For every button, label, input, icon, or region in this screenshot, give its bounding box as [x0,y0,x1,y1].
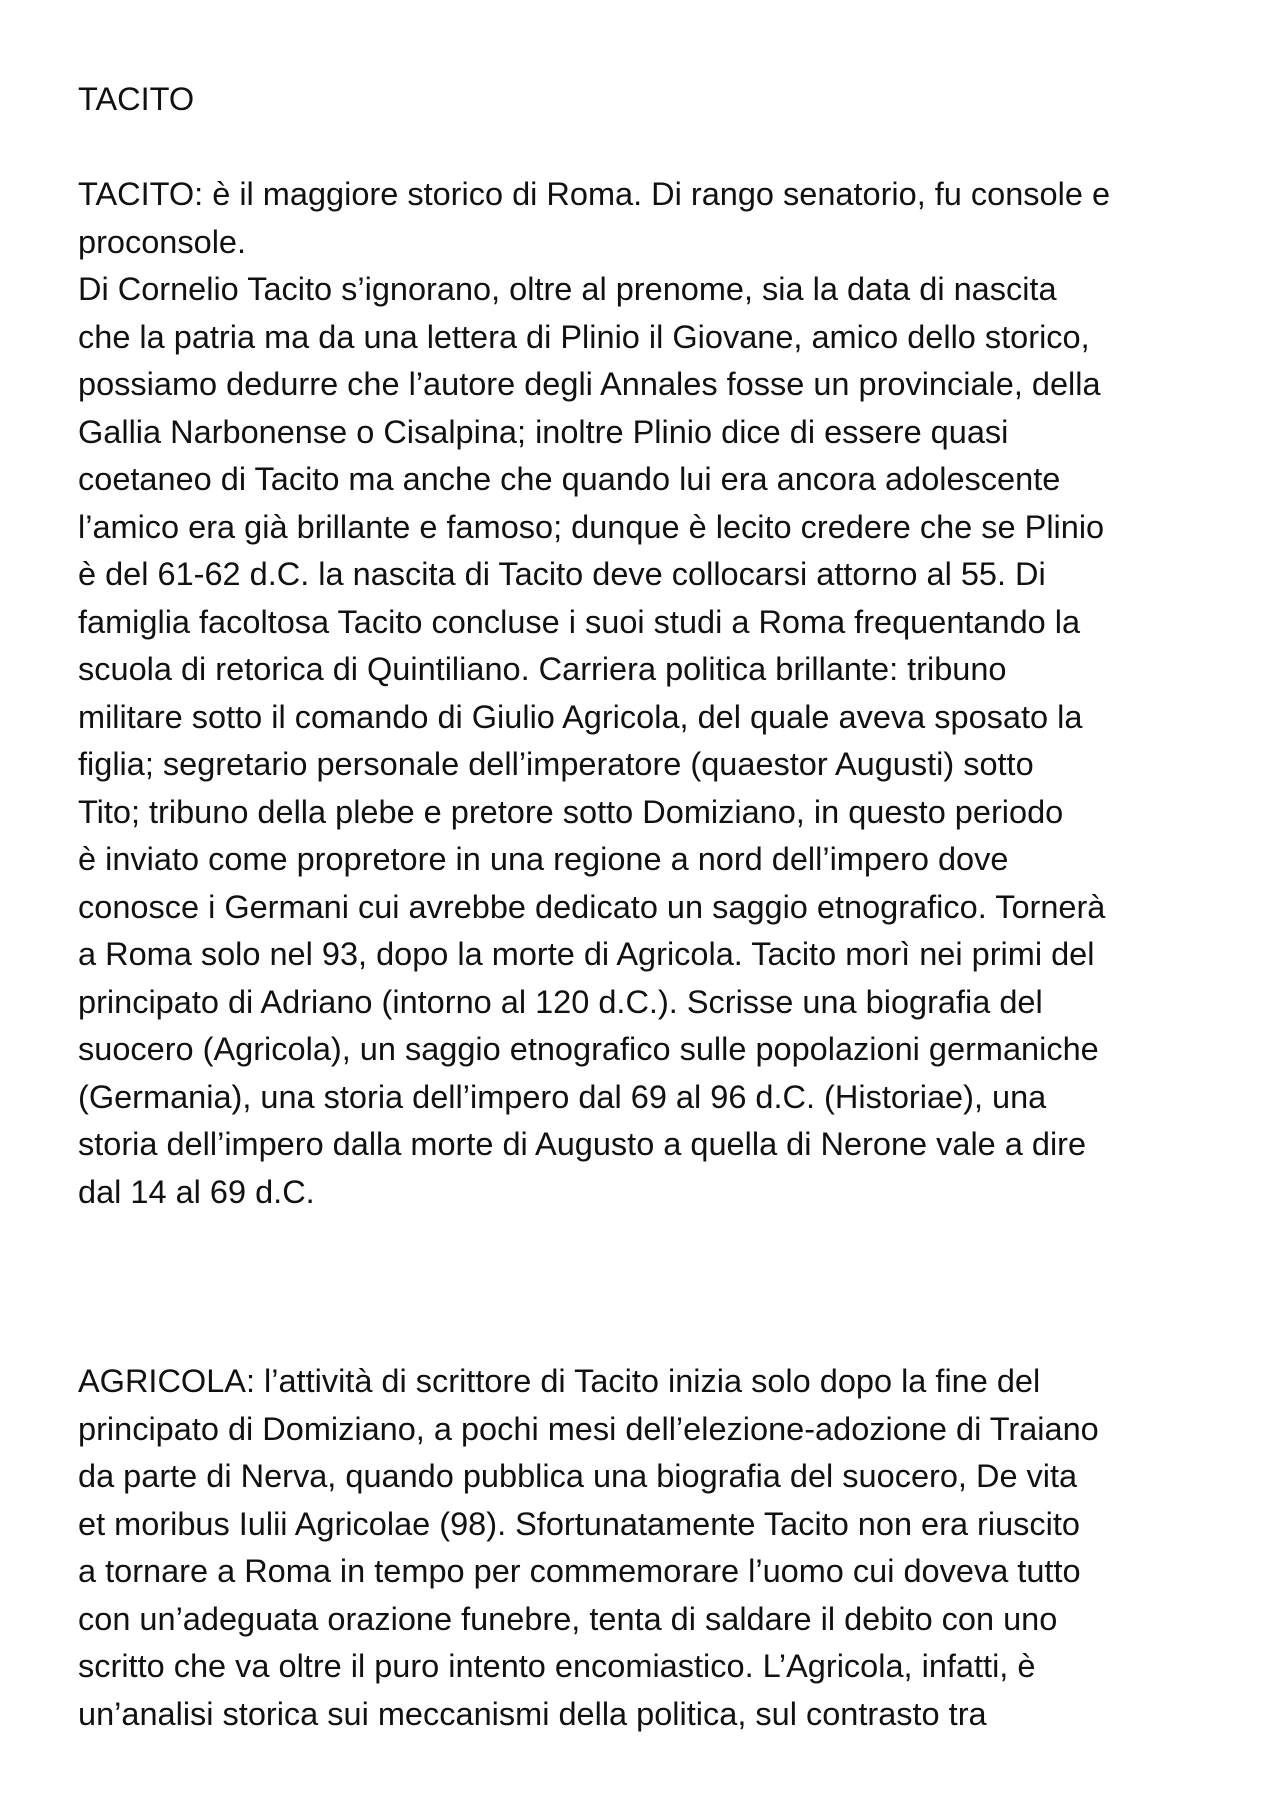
text-line: principato di Domiziano, a pochi mesi dell’elezione-adozione di Traiano [78,1410,1099,1447]
text-line: proconsole. [78,223,247,260]
text-line: famiglia facoltosa Tacito concluse i suoi studi a Roma frequentando la [78,603,1081,640]
blank-space [78,1216,1228,1358]
text-line: conosce i Germani cui avrebbe dedicato un saggio etnografico. Tornerà [78,888,1106,925]
text-line: con un’adeguata orazione funebre, tenta di saldare il debito con uno [78,1600,1058,1637]
text-line: è del 61-62 d.C. la nascita di Tacito deve collocarsi attorno al 55. Di [78,556,1046,592]
paragraph-agricola [78,1358,1228,1738]
paragraph-tacito [78,171,1228,1216]
text-line: coetaneo di Tacito ma anche che quando lui era ancora adolescente [78,461,1061,497]
text-line: possiamo dedurre che l’autore degli Annales fosse un provinciale, della [78,366,1101,402]
text-line: (Germania), una storia dell’impero dal 69 al 96 d.C. (Historiae), una [78,1078,1047,1115]
text-line: Gallia Narbonense o Cisalpina; inoltre Plinio dice di essere quasi [78,413,1009,450]
blank-line [78,124,1228,172]
text-line: l’amico era già brillante e famoso; dunque è lecito credere che se Plinio [78,508,1105,545]
text-line: dal 14 al 69 d.C. [78,1173,315,1210]
document-title: TACITO [78,81,195,117]
text-line: et moribus Iulii Agricolae (98). Sfortunatamente Tacito non era riuscito [78,1505,1080,1542]
text-line: scritto che va oltre il puro intento encomiastico. L’Agricola, infatti, è [78,1648,1036,1684]
text-line: TACITO: è il maggiore storico di Roma. Di rango senatorio, fu console e [78,176,1111,212]
text-line: suocero (Agricola), un saggio etnografico sulle popolazioni germaniche [78,1031,1099,1067]
text-line: figlia; segretario personale dell’imperatore (quaestor Augusti) sotto [78,746,1034,782]
text-line: è inviato come propretore in una regione a nord dell’impero dove [78,841,1009,877]
document-page [78,76,1228,1738]
text-line: AGRICOLA: l’attività di scrittore di Tacito inizia solo dopo la fine del [78,1363,1041,1399]
text-line: a tornare a Roma in tempo per commemorare l’uomo cui doveva tutto [78,1553,1081,1589]
text-line: Tito; tribuno della plebe e pretore sotto Domiziano, in questo periodo [78,793,1064,830]
text-line: un’analisi storica sui meccanismi della politica, sul contrasto tra [78,1695,987,1732]
text-line: militare sotto il comando di Giulio Agricola, del quale aveva sposato la [78,698,1083,735]
text-line: scuola di retorica di Quintiliano. Carriera politica brillante: tribuno [78,651,1007,687]
text-line: che la patria ma da una lettera di Plinio il Giovane, amico dello storico, [78,318,1090,355]
text-line: Di Cornelio Tacito s’ignorano, oltre al prenome, sia la data di nascita [78,271,1057,307]
text-line: da parte di Nerva, quando pubblica una biografia del suocero, De vita [78,1458,1078,1494]
text-line: principato di Adriano (intorno al 120 d.C.). Scrisse una biografia del [78,983,1043,1020]
text-line: storia dell’impero dalla morte di Augusto a quella di Nerone vale a dire [78,1126,1087,1162]
text-line: a Roma solo nel 93, dopo la morte di Agricola. Tacito morì nei primi del [78,936,1095,972]
